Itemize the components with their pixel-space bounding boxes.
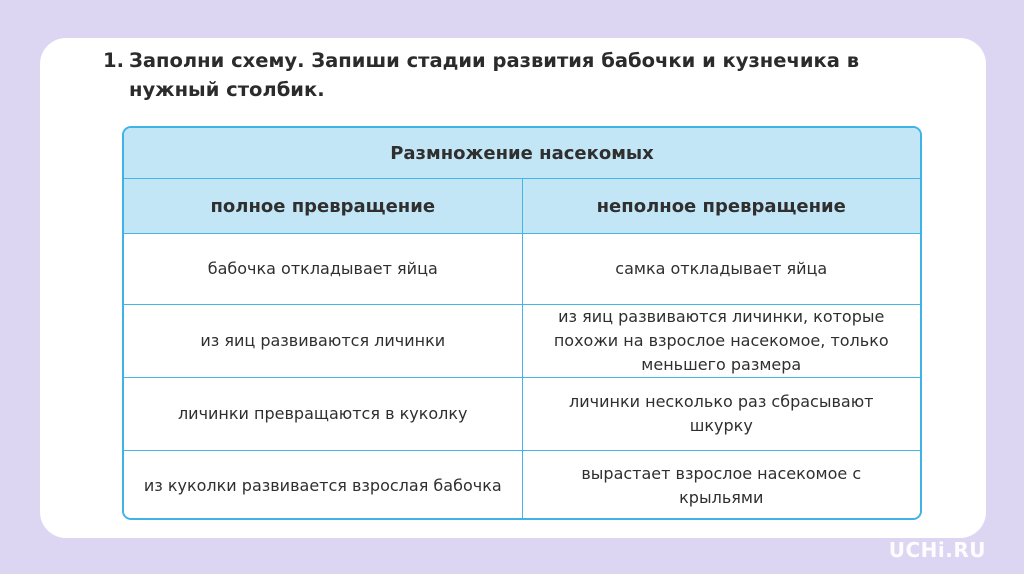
table-cell: вырастает взрослое насекомое с крыльями [522,451,920,521]
table-title: Размножение насекомых [124,128,920,179]
table-cell: из куколки развивается взрослая бабочка [124,451,522,521]
table-title-row [124,128,920,179]
table-cell: из яиц развиваются личинки [124,305,522,378]
table-row [124,305,920,378]
table [124,128,920,520]
table-row [124,234,920,305]
table-cell: самка откладывает яйца [522,234,920,305]
task-heading [103,46,883,104]
column-header-complete: полное превращение [124,179,522,234]
table-row [124,451,920,521]
reproduction-table [122,126,922,520]
task-text: Заполни схему. Запиши стадии развития бабочки и кузнечика в нужный столбик. [129,49,860,101]
table-row [124,378,920,451]
table-cell: личинки несколько раз сбрасывают шкурку [522,378,920,451]
table-cell: бабочка откладывает яйца [124,234,522,305]
table-cell: личинки превращаются в куколку [124,378,522,451]
task-number: 1. [103,49,124,72]
table-cell: из яиц развиваются личинки, которые похожи на взрослое насекомое, только меньшего размера [522,305,920,378]
uchi-watermark: UCHi.RU [888,538,986,562]
table-header-row [124,179,920,234]
column-header-incomplete: неполное превращение [522,179,920,234]
